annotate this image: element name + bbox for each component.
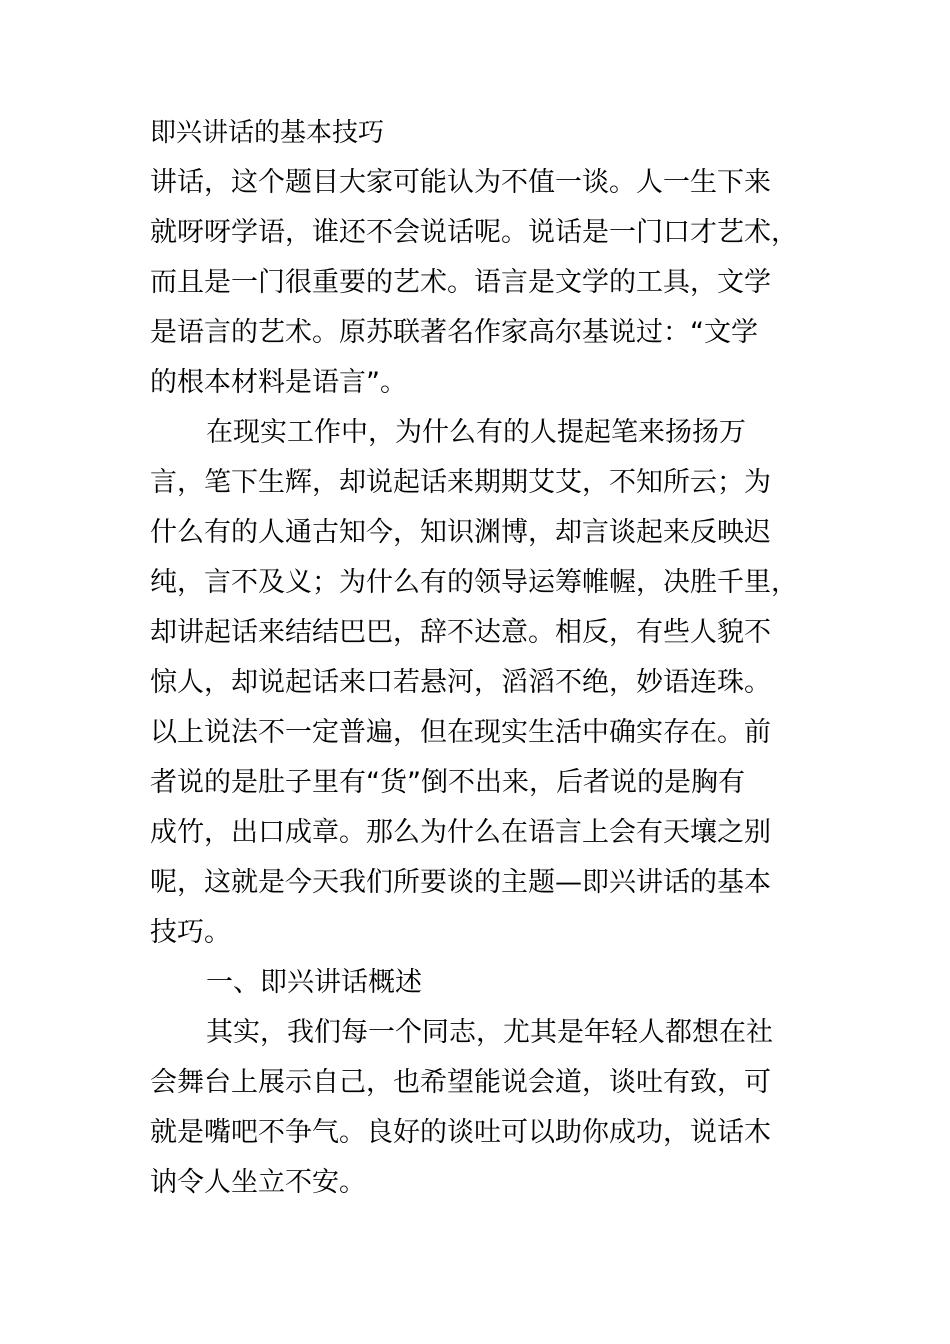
paragraph-reality xyxy=(150,408,810,958)
document-title: 即兴讲话的基本技巧 xyxy=(150,118,385,148)
text-line: 而且是一门很重要的艺术。语言是文学的工具，文学 xyxy=(150,267,771,298)
text-line: 惊人，却说起话来口若悬河，滔滔不绝，妙语连珠。 xyxy=(150,667,771,698)
text-line: 纯，言不及义；为什么有的领导运筹帷幄，决胜千里， xyxy=(150,567,798,598)
text-line: 者说的是肚子里有“货”倒不出来，后者说的是胸有 xyxy=(150,767,745,798)
text-line: 就呀呀学语，谁还不会说话呢。说话是一门口才艺术， xyxy=(150,217,798,248)
text-line: 讷令人坐立不安。 xyxy=(150,1167,366,1198)
text-line: 在现实工作中，为什么有的人提起笔来扬扬万 xyxy=(206,417,746,448)
section-heading xyxy=(150,958,810,1008)
text-line: 是语言的艺术。原苏联著名作家高尔基说过：“文学 xyxy=(150,317,758,348)
text-line: 会舞台上展示自己，也希望能说会道，谈吐有致，可 xyxy=(150,1067,771,1098)
text-line: 成竹，出口成章。那么为什么在语言上会有天壤之别 xyxy=(150,817,771,848)
text-line: 的根本材料是语言”。 xyxy=(150,367,407,398)
section-heading-text: 一、即兴讲话概述 xyxy=(206,967,422,998)
text-line: 讲话，这个题目大家可能认为不值一谈。人一生下来 xyxy=(150,167,771,198)
text-line: 技巧。 xyxy=(150,917,231,948)
text-line: 什么有的人通古知今，知识渊博，却言谈起来反映迟 xyxy=(150,517,771,548)
text-line: 就是嘴吧不争气。良好的谈吐可以助你成功，说话木 xyxy=(150,1117,771,1148)
text-line: 其实，我们每一个同志，尤其是年轻人都想在社 xyxy=(206,1017,773,1048)
text-line: 呢，这就是今天我们所要谈的主题—即兴讲话的基本 xyxy=(150,867,771,898)
paragraph-overview xyxy=(150,1008,810,1208)
text-line: 言，笔下生辉，却说起话来期期艾艾，不知所云；为 xyxy=(150,467,771,498)
document-page xyxy=(150,108,810,1208)
paragraph-intro xyxy=(150,158,810,408)
text-line: 以上说法不一定普遍，但在现实生活中确实存在。前 xyxy=(150,717,771,748)
text-line: 却讲起话来结结巴巴，辞不达意。相反，有些人貌不 xyxy=(150,617,771,648)
